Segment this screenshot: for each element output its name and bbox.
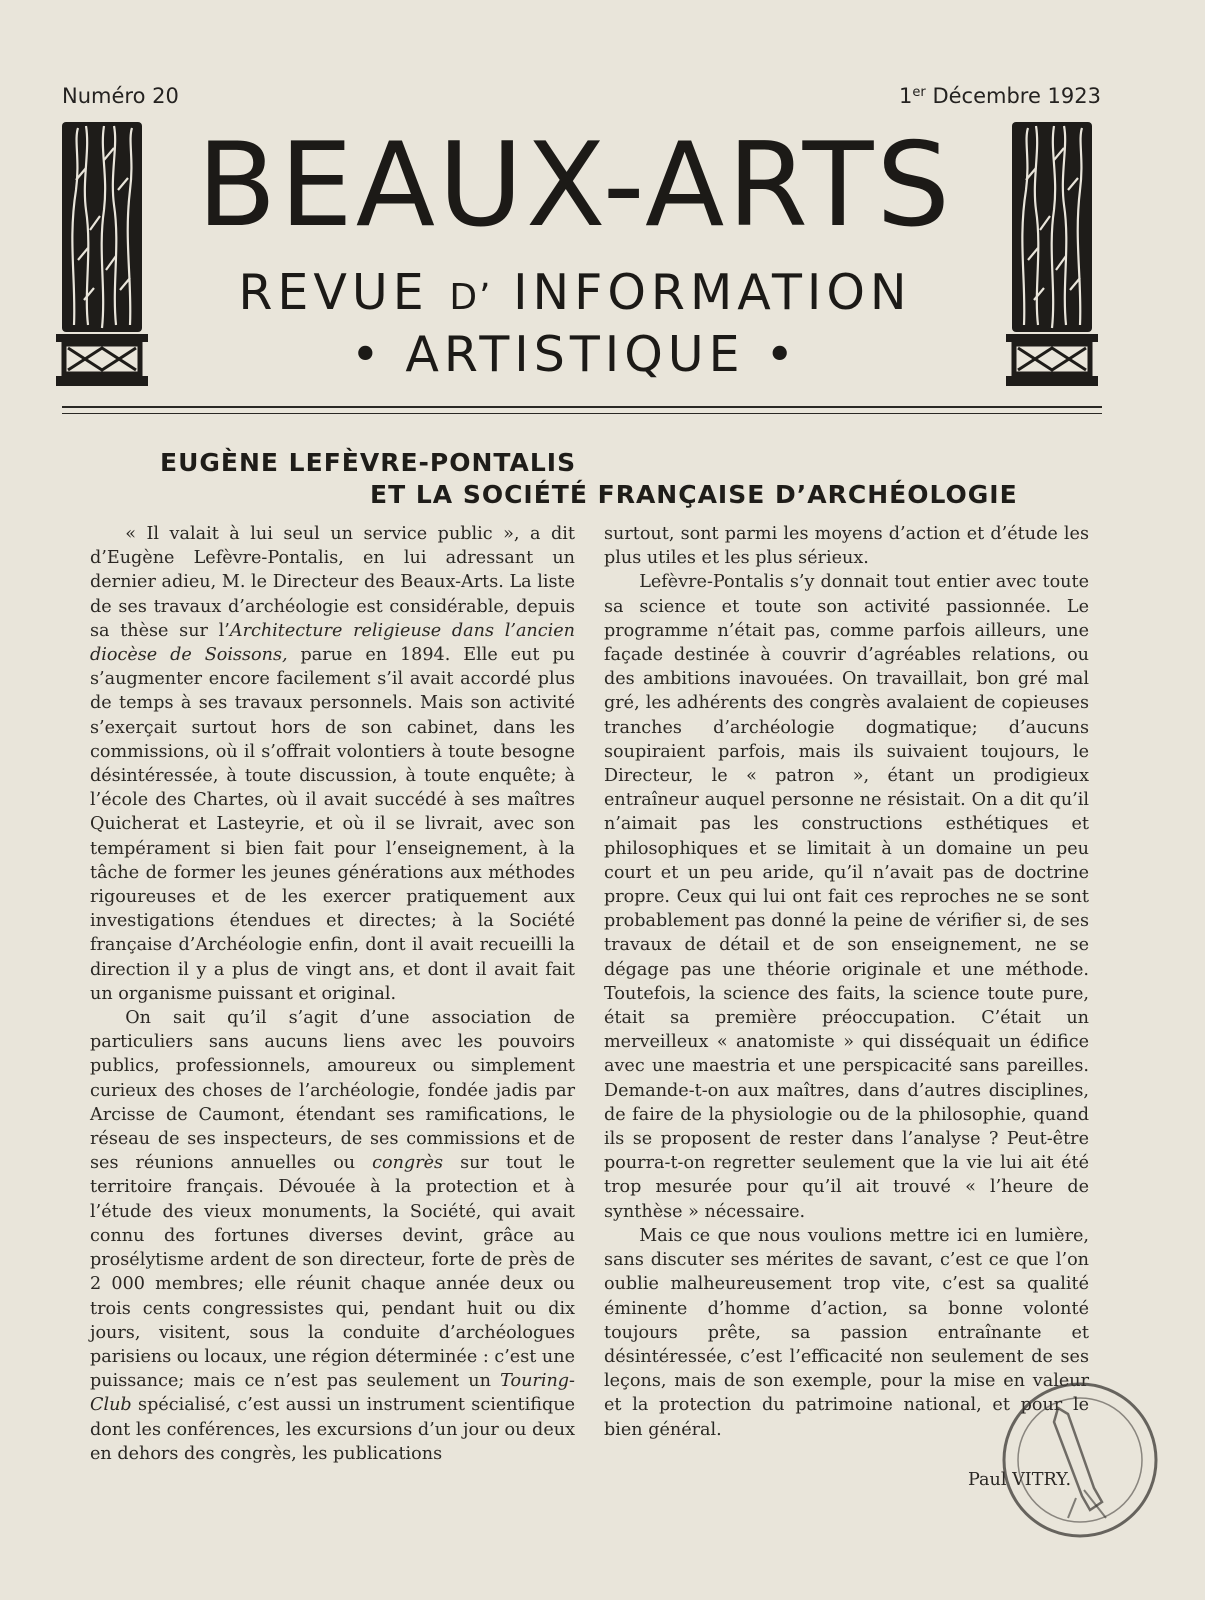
- masthead-title: BEAUX-ARTS: [196, 118, 954, 253]
- article-heading-line2: ET LA SOCIÉTÉ FRANÇAISE D’ARCHÉOLOGIE: [370, 480, 1018, 509]
- article-column-right: [604, 522, 1089, 1442]
- masthead-subtitle-line2: • ARTISTIQUE •: [350, 326, 800, 383]
- header-divider-thin: [62, 413, 1102, 414]
- article-paragraph: On sait qu’il s’agit d’une association de particuliers sans aucuns liens avec les pouvoirs publics, professionnels, amoureux ou simplement curieux des choses de l’archéologie, fondée jadis par Arcisse de Caumont, étendant ses ramifications, le réseau de ses inspecteurs, de ses commissions et de ses réunions annuelles ou congrès sur tout le territoire français. Dévouée à la protection et à l’étude des vieux monuments, la Société, qui avait connu des fortunes diverses devint, grâce au prosélytisme ardent de son directeur, forte de près de 2 000 membres; elle réunit chaque année deux ou trois cents congressistes qui, pendant huit ou dix jours, visitent, sous la conduite d’archéologues parisiens ou locaux, une région déterminée : c’est une puissance; mais ce n’est pas seulement un Touring-Club spécialisé, c’est aussi un instrument scientifique dont les conférences, les excursions d’un jour ou deux en dehors des congrès, les publications: [90, 1008, 575, 1464]
- article-paragraph: Mais ce que nous voulions mettre ici en lumière, sans discuter ses mérites de savant, c’est ce que l’on oublie malheureusement trop vite, c’est sa qualité éminente d’homme d’action, sa bonne volonté toujours prête, sa passion entraînante et désintéressée, c’est l’efficacité non seulement de ses leçons, mais de son exemple, pour la mise en valeur et la protection du patrimoine national, et pour le bien général.: [604, 1225, 1089, 1440]
- header-divider: [62, 406, 1102, 408]
- article-heading-line1: EUGÈNE LEFÈVRE-PONTALIS: [160, 448, 577, 477]
- article-paragraph: « Il valait à lui seul un service public », a dit d’Eugène Lefèvre-Pontalis, en lui adressant un dernier adieu, M. le Directeur des Beaux-Arts. La liste de ses travaux d’archéologie est considérable, depuis sa thèse sur l’Architecture religieuse dans l’ancien diocèse de Soissons, parue en 1894. Elle eut pu s’augmenter encore facilement s’il avait accordé plus de temps à ses travaux personnels. Mais son activité s’exerçait surtout hors de son cabinet, dans les commissions, où il s’offrait volontiers à toute besogne désintéressée, à toute discussion, à toute enquête; à l’école des Chartes, où il avait succédé à ses maîtres Quicherat et Lasteyrie, et où il se livrait, avec son tempérament si bien fait pour l’enseignement, à la tâche de former les jeunes générations aux méthodes rigoureuses et de les exercer pratiquement aux investigations étendues et directes; à la Société française d’Archéologie enfin, dont il avait recueilli la direction il y a plus de vingt ans, et dont il avait fait un organisme puissant et original.: [90, 524, 575, 1004]
- article-paragraph: Lefèvre-Pontalis s’y donnait tout entier avec toute sa science et toute son activité passionnée. Le programme n’était pas, comme parfois ailleurs, une façade destinée à couvrir d’agréables relations, ou des ambitions inavouées. On travaillait, bon gré mal gré, les adhérents des congrès avalaient de copieuses tranches d’archéologie dogmatique; d’aucuns soupiraient parfois, mais ils suivaient toujours, le Directeur, le « patron », étant un prodigieux entraîneur auquel personne ne résistait. On a dit qu’il n’aimait pas les constructions esthétiques et philosophiques et se limitait à un domaine un peu court et un peu aride, qu’il n’avait pas de doctrine propre. Ceux qui lui ont fait ces reproches ne se sont probablement pas donné la peine de vérifier si, de ses travaux de détail et de son enseignement, ne se dégage pas une théorie originale et une méthode. Toutefois, la science des faits, la science toute pure, était sa première préoccupation. C’était un merveilleux « anatomiste » qui disséquait un édifice avec une maestria et une perspicacité sans pareilles. Demande-t-on aux maîtres, dans d’autres disciplines, de faire de la physiologie ou de la philosophie, quand ils se proposent de rester dans l’analyse ? Peut-être pourra-t-on regretter seulement que la vie lui ait été trop mesurée pour qu’il ait trouvé « l’heure de synthèse » nécessaire.: [604, 572, 1089, 1222]
- library-stamp-icon: [998, 1378, 1162, 1542]
- author-signature: Paul VITRY.: [968, 1470, 1072, 1490]
- issue-number: Numéro 20: [62, 84, 179, 108]
- article-paragraph: surtout, sont parmi les moyens d’action et d’étude les plus utiles et les plus sérieux.: [604, 524, 1089, 569]
- left-leaf-ornament-icon: [54, 120, 150, 388]
- masthead-subtitle-line1: REVUE D’ INFORMATION: [238, 264, 912, 321]
- issue-date: 1er Décembre 1923: [899, 84, 1101, 108]
- right-leaf-ornament-icon: [1004, 120, 1100, 388]
- article-column-left: [90, 522, 575, 1466]
